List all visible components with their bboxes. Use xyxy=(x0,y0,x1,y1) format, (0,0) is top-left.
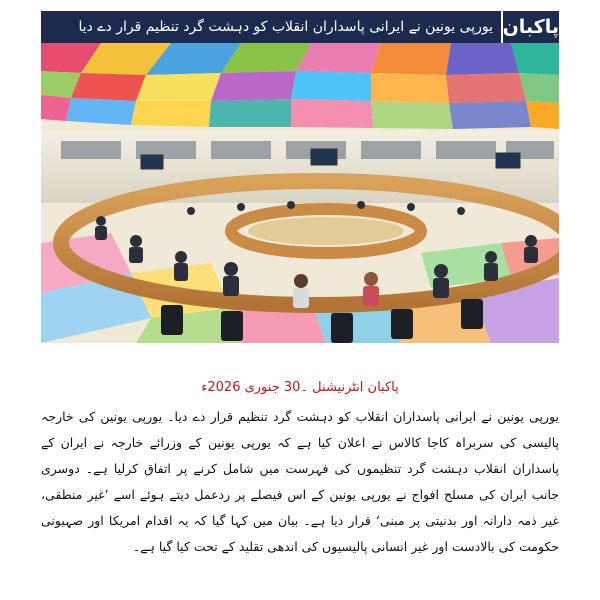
brand-logo: پاکبان xyxy=(501,11,559,43)
article-body: یورپی یونین نے ایرانی پاسداران انقلاب کو دہشت گرد تنظیم قرار دے دیا۔ یورپی یونین کی خارجہ پالیسی کی سربراہ کاجا کالاس نے اعلان کیا ہے کہ یورپی یونین کے وزرائے خارجہ نے ایران کے پاسداران انقلاب دہشت گرد تنظیموں کی فہرست میں شامل کرنے پر اتفاق کرلیا ہے۔ دوسری جانب ایران کی مسلح افواج نے یورپی یونین کے اس فیصلے پر ردعمل دیتے ہوئے اسے ’غیر منطقی، غیر ذمہ دارانہ اور بدنیتی پر مبنی‘ قرار دیا ہے۔ بیان میں کہا گیا کہ یہ اقدام امریکا اور صہیونی حکومت کی بالادست اور غیر انسانی پالیسیوں کی اندھی تقلید کے تحت کیا گیا ہے۔ xyxy=(41,409,559,554)
headline-text: یورپی یونین نے ایرانی پاسداران انقلاب کو دہشت گرد تنظیم قرار دے دیا xyxy=(78,19,493,35)
center-floor xyxy=(248,217,404,245)
photo-illustration xyxy=(41,43,559,343)
ceiling-panels xyxy=(41,43,559,129)
article-dateline: پاکبان انٹرنیشنل ۔30 جنوری 2026ء xyxy=(201,380,399,395)
conference-room-photo xyxy=(41,43,559,343)
headline-banner xyxy=(41,11,559,43)
